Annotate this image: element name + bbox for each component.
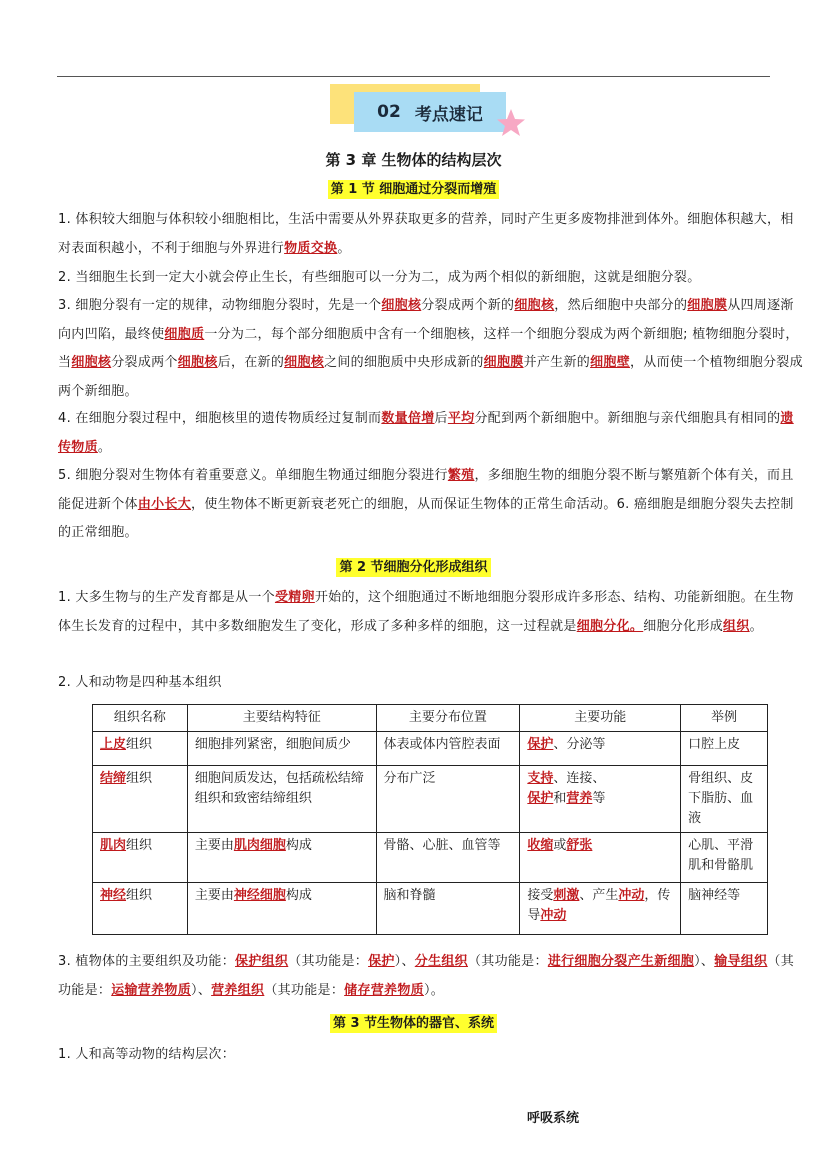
text-run: （其功能是： [467, 954, 548, 969]
text-run: （其功能是： [264, 982, 345, 998]
keyword: 由小长大 [137, 496, 192, 512]
keyword: 细胞核 [381, 298, 422, 313]
feature-cell [187, 766, 376, 833]
keyword: 物质交换 [284, 240, 338, 256]
section-badge [330, 84, 530, 144]
keyword: 遗传物质 [58, 411, 794, 455]
text-run: ，传导 [527, 888, 671, 923]
text-run: 构成 [285, 838, 312, 853]
tissue-name-cell [93, 766, 188, 833]
location-cell [376, 732, 520, 766]
text-run: ）。 [423, 982, 445, 998]
keyword: 细胞核 [71, 355, 112, 370]
paragraph [58, 1041, 804, 1070]
keyword: 营养 [566, 791, 593, 806]
tissue-table [92, 704, 768, 935]
keyword: 数量倍增 [381, 411, 435, 426]
paragraph [58, 405, 804, 462]
example-cell [681, 883, 768, 935]
text-run: 分裂成两个新的 [421, 298, 515, 313]
text-run: 。 [97, 439, 112, 455]
keyword: 营养组织 [211, 982, 265, 998]
text-run: 。 [749, 618, 763, 634]
keyword: 细胞核 [514, 298, 555, 313]
chapter-title: 第 3 章 生物体的结构层次 [325, 151, 502, 169]
table-header-cell: 主要结构特征 [187, 705, 376, 732]
keyword: 冲动 [540, 908, 567, 923]
text-run: 口腔上皮 [688, 737, 741, 752]
example-cell [681, 732, 768, 766]
keyword: 保护 [368, 954, 395, 969]
text-run: 分布广泛 [383, 771, 436, 786]
table-header-cell: 举例 [681, 705, 768, 732]
text-run: 主要由 [194, 838, 234, 853]
badge-label [354, 92, 506, 132]
text-run: 和 [553, 791, 567, 806]
paragraph [58, 584, 804, 641]
text-run: 。 [337, 240, 351, 256]
text-run: 后，在新的 [217, 355, 285, 370]
paragraph [58, 462, 804, 548]
function-cell [520, 732, 681, 766]
keyword: 平均 [447, 411, 475, 426]
text-run: 开始的，这个细胞通过不断地细胞分裂形成许多形态、结构、功能新细胞。在生物体生长发育的过程中，其中多数细胞发生了变化，形成了多种多样的细胞，这一过程就是 [58, 590, 794, 634]
text-run: ，使生物体不断更新衰老死亡的细胞，从而保证生物体的正常生命活动。6. 癌细胞是细胞分裂失去控制的正常细胞。 [58, 496, 794, 540]
example-cell [681, 833, 768, 883]
text-run: 2. 当细胞生长到一定大小就会停止生长，有些细胞可以一分为二，成为两个相似的新细胞，这就是细胞分裂。 [58, 270, 701, 285]
example-cell [681, 766, 768, 833]
keyword: 细胞质 [164, 326, 205, 342]
text-run: 细胞间质发达，包括疏松结缔组织和致密结缔组织 [194, 771, 364, 806]
star-icon [496, 108, 526, 138]
keyword: 细胞壁 [590, 355, 630, 370]
table-header-cell: 组织名称 [93, 705, 188, 732]
text-run: 骨骼、心脏、血管等 [383, 838, 501, 853]
keyword: 冲动 [618, 888, 645, 903]
text-run: 心肌、平滑肌和骨骼肌 [688, 838, 754, 873]
paragraph [58, 292, 804, 406]
text-run: 2. 人和动物是四种基本组织 [58, 675, 222, 690]
keyword: 运输营养物质 [111, 982, 192, 998]
keyword: 组织 [723, 618, 750, 634]
text-run: ，从而使一个植物细胞分裂成两个新细胞。 [58, 355, 803, 399]
badge-number: 02 [377, 102, 401, 122]
keyword: 保护 [527, 791, 554, 806]
text-run: 5. 细胞分裂对生物体有着重要意义。单细胞生物通过细胞分裂进行 [58, 468, 448, 483]
keyword: 细胞膜 [483, 355, 524, 370]
table-header-cell: 主要分布位置 [376, 705, 520, 732]
text-run: 1. 人和高等动物的结构层次： [58, 1047, 236, 1062]
keyword: 保护组织 [235, 954, 289, 969]
keyword: 结缔 [100, 771, 127, 786]
text-run: 组织 [126, 888, 153, 903]
tissue-name-cell [93, 883, 188, 935]
badge-text: 考点速记 [414, 104, 483, 125]
text-run: 一分为二，每个部分细胞质中含有一个细胞核，这样一个细胞分裂成为两个新细胞; 植物细胞分裂时，当 [58, 326, 799, 370]
text-run: 体表或体内管腔表面 [383, 737, 501, 752]
feature-cell [187, 732, 376, 766]
keyword: 神经 [100, 888, 127, 903]
text-run: ）、 [394, 954, 415, 969]
text-run: 、连接、 [553, 771, 606, 786]
keyword: 舒张 [566, 838, 593, 853]
location-cell [376, 883, 520, 935]
keyword: 储存营养物质 [344, 982, 424, 998]
text-run: （其功能是： [58, 954, 795, 998]
tissue-name-cell [93, 732, 188, 766]
keyword: 繁殖 [447, 468, 475, 483]
text-run: 组织 [126, 737, 153, 752]
keyword: 细胞分化。 [576, 618, 644, 634]
text-run: 或 [553, 838, 567, 853]
text-run: 脑和脊髓 [383, 888, 436, 903]
function-cell [520, 766, 681, 833]
table-row [93, 732, 768, 766]
text-run: 3. 植物体的主要组织及功能： [58, 954, 236, 969]
keyword: 细胞核 [284, 355, 325, 370]
text-run: 从四周逐渐向内凹陷，最终使 [58, 298, 794, 342]
location-cell [376, 766, 520, 833]
table-header-row [93, 705, 768, 732]
paragraph [58, 948, 804, 1005]
function-cell [520, 883, 681, 935]
keyword: 上皮 [100, 737, 127, 752]
text-run: 1. 大多生物与的生产发育都是从一个 [58, 590, 275, 605]
text-run: 3. 细胞分裂有一定的规律，动物细胞分裂时，先是一个 [58, 298, 382, 313]
table-header-cell: 主要功能 [520, 705, 681, 732]
table-row [93, 883, 768, 935]
text-run: 构成 [285, 888, 312, 903]
text-run: 细胞分化形成 [643, 618, 724, 634]
keyword: 刺激 [553, 888, 580, 903]
text-run: 组织 [126, 838, 153, 853]
top-rule [57, 76, 770, 77]
section-2-title: 第 2 节细胞分化形成组织 [0, 556, 827, 575]
section-3-title: 第 3 节生物体的器官、系统 [0, 1012, 827, 1031]
text-run: （其功能是： [288, 954, 369, 969]
text-run: 分裂成两个 [111, 355, 178, 370]
text-run: 脑神经等 [688, 888, 741, 903]
feature-cell [187, 833, 376, 883]
text-run: 之间的细胞质中央形成新的 [324, 355, 484, 370]
paragraph [58, 264, 804, 293]
text-run: 等 [592, 791, 606, 806]
paragraph [58, 669, 804, 698]
text-run: ，多细胞生物的细胞分裂不断与繁殖新个体有关，而且能促进新个体 [58, 468, 794, 512]
text-run: 分配到两个新细胞中。新细胞与亲代细胞具有相同的 [474, 411, 781, 426]
text-run: 、产生 [579, 888, 619, 903]
text-run: 组织 [126, 771, 153, 786]
text-run: 细胞排列紧密，细胞间质少 [194, 737, 351, 752]
keyword: 神经细胞 [233, 888, 286, 903]
tissue-name-cell [93, 833, 188, 883]
keyword: 肌肉细胞 [233, 838, 286, 853]
keyword: 肌肉 [100, 838, 127, 853]
function-cell [520, 833, 681, 883]
paragraph [58, 206, 804, 263]
section-1-title: 第 1 节 细胞通过分裂而增殖 [0, 178, 827, 197]
keyword: 进行细胞分裂产生新细胞 [547, 954, 695, 969]
text-run: 骨组织、皮下脂肪、血液 [688, 771, 754, 826]
text-run: ）、 [191, 982, 212, 998]
keyword: 分生组织 [414, 954, 468, 969]
text-run: 、分泌等 [553, 737, 606, 752]
text-run: ）、 [694, 954, 715, 969]
text-run: 后 [434, 411, 448, 426]
keyword: 收缩 [527, 838, 554, 853]
text-run: 接受 [527, 888, 554, 903]
text-run: 主要由 [194, 888, 234, 903]
keyword: 输导组织 [714, 954, 768, 969]
text-run: 并产生新的 [523, 355, 591, 370]
keyword: 细胞膜 [687, 298, 728, 313]
location-cell [376, 833, 520, 883]
diagram-label: 呼吸系统 [527, 1111, 580, 1126]
table-row [93, 833, 768, 883]
keyword: 细胞核 [177, 355, 218, 370]
keyword: 支持 [527, 771, 554, 786]
table-row [93, 766, 768, 833]
text-run: 4. 在细胞分裂过程中，细胞核里的遗传物质经过复制而 [58, 411, 382, 426]
keyword: 受精卵 [274, 590, 315, 605]
text-run: 1. 体积较大细胞与体积较小细胞相比，生活中需要从外界获取更多的营养，同时产生更多废物排泄到体外。细胞体积越大，相对表面积越小，不利于细胞与外界进行 [58, 212, 794, 256]
keyword: 保护 [527, 737, 554, 752]
feature-cell [187, 883, 376, 935]
text-run: ，然后细胞中央部分的 [554, 298, 688, 313]
